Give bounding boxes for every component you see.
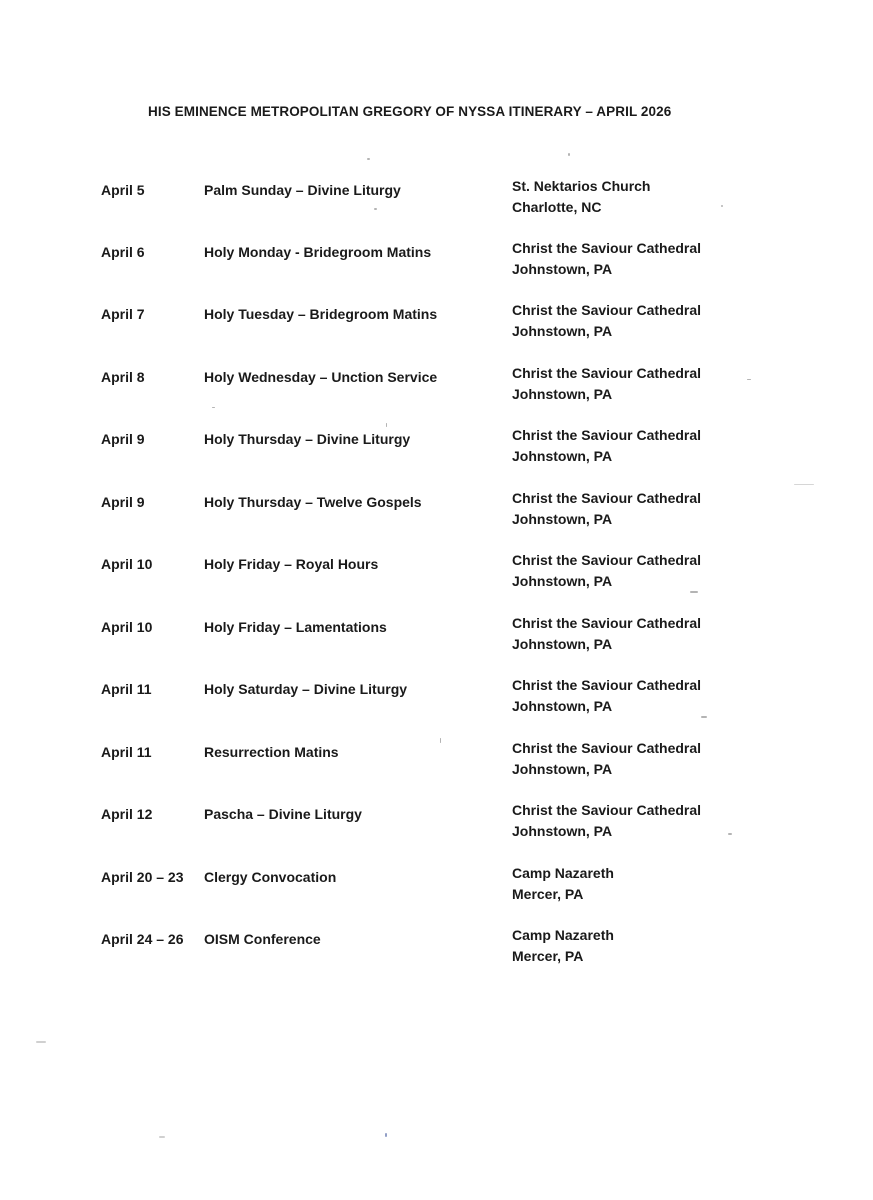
location-venue: Camp Nazareth xyxy=(512,927,614,943)
location-city: Johnstown, PA xyxy=(512,761,613,777)
event-location xyxy=(512,863,614,905)
event-location xyxy=(512,363,701,405)
scan-speck xyxy=(794,484,814,485)
location-city: Johnstown, PA xyxy=(512,636,613,652)
event-date: April 7 xyxy=(101,306,145,322)
location-city: Johnstown, PA xyxy=(512,823,613,839)
event-name: Holy Saturday – Divine Liturgy xyxy=(204,681,408,697)
event-name: Holy Monday - Bridegroom Matins xyxy=(204,244,432,260)
event-name: OISM Conference xyxy=(204,931,321,947)
scan-speck xyxy=(728,833,732,835)
event-location xyxy=(512,738,701,780)
event-date: April 9 xyxy=(101,494,145,510)
event-date: April 6 xyxy=(101,244,145,260)
location-venue: Christ the Saviour Cathedral xyxy=(512,552,702,568)
location-venue: Christ the Saviour Cathedral xyxy=(512,302,702,318)
itinerary-row xyxy=(0,929,873,979)
location-venue: St. Nektarios Church xyxy=(512,178,651,194)
event-location xyxy=(512,550,701,592)
event-location xyxy=(512,800,701,842)
event-location xyxy=(512,613,701,655)
itinerary-row xyxy=(0,804,873,854)
event-date: April 8 xyxy=(101,369,145,385)
event-name: Holy Tuesday – Bridegroom Matins xyxy=(204,306,438,322)
event-name: Holy Thursday – Divine Liturgy xyxy=(204,431,411,447)
scan-speck xyxy=(374,208,377,210)
event-name: Holy Wednesday – Unction Service xyxy=(204,369,438,385)
itinerary-row xyxy=(0,242,873,292)
location-venue: Camp Nazareth xyxy=(512,865,614,881)
location-city: Mercer, PA xyxy=(512,948,584,964)
event-name: Resurrection Matins xyxy=(204,744,339,760)
scan-speck xyxy=(690,591,698,593)
itinerary-row xyxy=(0,429,873,479)
scan-speck xyxy=(440,738,441,743)
scan-speck xyxy=(212,407,215,408)
event-name: Holy Friday – Lamentations xyxy=(204,619,387,635)
itinerary-row xyxy=(0,679,873,729)
event-date: April 11 xyxy=(101,744,152,760)
event-date: April 10 xyxy=(101,619,153,635)
event-location xyxy=(512,238,701,280)
event-location xyxy=(512,300,701,342)
event-date: April 10 xyxy=(101,556,153,572)
location-city: Johnstown, PA xyxy=(512,448,613,464)
itinerary-row xyxy=(0,492,873,542)
location-venue: Christ the Saviour Cathedral xyxy=(512,677,702,693)
event-location xyxy=(512,425,701,467)
scan-speck xyxy=(721,205,723,207)
event-date: April 24 – 26 xyxy=(101,931,184,947)
event-date: April 5 xyxy=(101,182,145,198)
event-name: Holy Thursday – Twelve Gospels xyxy=(204,494,422,510)
scan-speck xyxy=(367,158,370,160)
event-date: April 11 xyxy=(101,681,152,697)
itinerary-row xyxy=(0,742,873,792)
event-location xyxy=(512,488,701,530)
scan-speck xyxy=(568,153,570,156)
scan-speck xyxy=(747,379,751,380)
location-venue: Christ the Saviour Cathedral xyxy=(512,490,702,506)
location-city: Mercer, PA xyxy=(512,886,584,902)
location-city: Johnstown, PA xyxy=(512,698,613,714)
event-location xyxy=(512,675,701,717)
itinerary-row xyxy=(0,617,873,667)
location-venue: Christ the Saviour Cathedral xyxy=(512,365,702,381)
location-city: Johnstown, PA xyxy=(512,323,613,339)
event-name: Holy Friday – Royal Hours xyxy=(204,556,379,572)
event-location xyxy=(512,176,650,218)
itinerary-row xyxy=(0,867,873,917)
itinerary-row xyxy=(0,180,873,230)
itinerary-row xyxy=(0,304,873,354)
scan-speck xyxy=(159,1136,165,1138)
location-city: Charlotte, NC xyxy=(512,199,602,215)
location-venue: Christ the Saviour Cathedral xyxy=(512,427,702,443)
location-city: Johnstown, PA xyxy=(512,573,613,589)
scan-speck xyxy=(36,1041,46,1043)
location-city: Johnstown, PA xyxy=(512,261,613,277)
event-name: Pascha – Divine Liturgy xyxy=(204,806,362,822)
itinerary-row xyxy=(0,367,873,417)
scan-speck xyxy=(385,1133,387,1137)
scan-speck xyxy=(701,716,707,718)
location-venue: Christ the Saviour Cathedral xyxy=(512,240,702,256)
event-date: April 20 – 23 xyxy=(101,869,184,885)
page-title: HIS EMINENCE METROPOLITAN GREGORY OF NYSSA ITINERARY – APRIL 2026 xyxy=(148,104,672,119)
scan-speck xyxy=(386,423,387,427)
event-name: Palm Sunday – Divine Liturgy xyxy=(204,182,401,198)
event-date: April 9 xyxy=(101,431,145,447)
location-city: Johnstown, PA xyxy=(512,511,613,527)
location-city: Johnstown, PA xyxy=(512,386,613,402)
event-location xyxy=(512,925,614,967)
event-date: April 12 xyxy=(101,806,153,822)
location-venue: Christ the Saviour Cathedral xyxy=(512,740,702,756)
location-venue: Christ the Saviour Cathedral xyxy=(512,615,702,631)
location-venue: Christ the Saviour Cathedral xyxy=(512,802,702,818)
event-name: Clergy Convocation xyxy=(204,869,337,885)
itinerary-row xyxy=(0,554,873,604)
